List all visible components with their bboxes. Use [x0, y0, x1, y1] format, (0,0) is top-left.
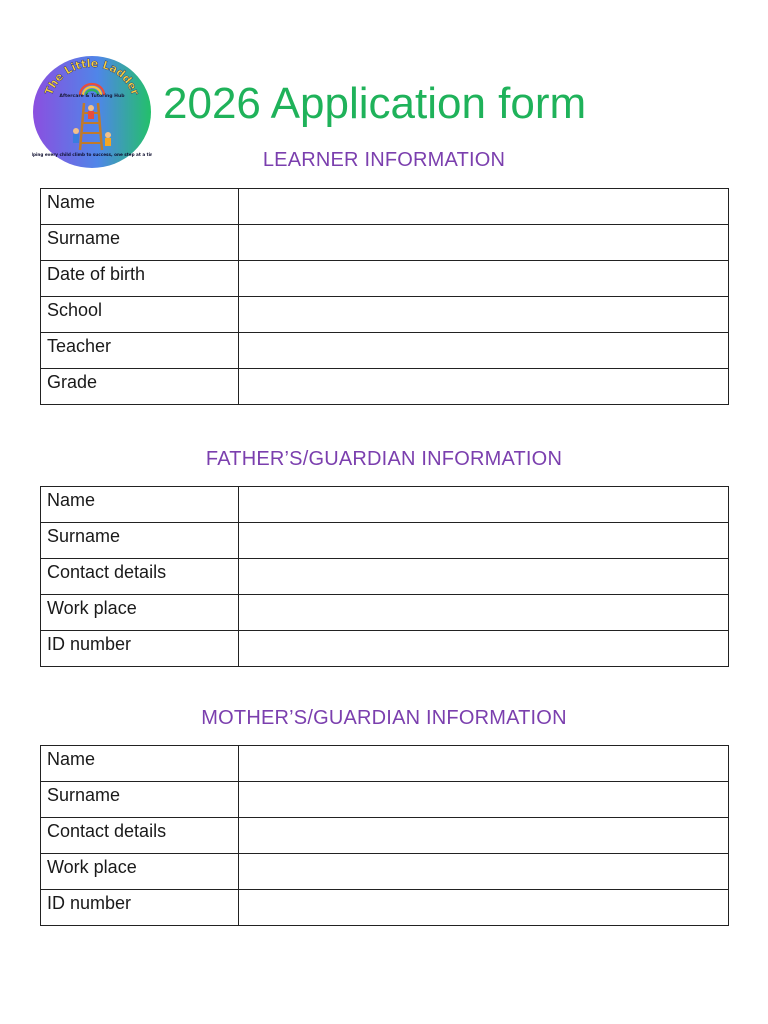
table-row	[41, 559, 729, 595]
field-label: Name	[41, 487, 239, 523]
table-row	[41, 746, 729, 782]
svg-text:Aftercare & Tutoring Hub: Aftercare & Tutoring Hub	[59, 94, 125, 99]
field-label: Contact details	[41, 559, 239, 595]
mother-surname-field[interactable]	[239, 782, 729, 818]
father-surname-field[interactable]	[239, 523, 729, 559]
field-label: Date of birth	[41, 261, 239, 297]
table-row	[41, 225, 729, 261]
teacher-field[interactable]	[239, 333, 729, 369]
table-row	[41, 297, 729, 333]
field-label: ID number	[41, 631, 239, 667]
svg-text:Helping every child climb to s: ping every child climb to success, one step at a ti	[32, 152, 151, 157]
learner-section-heading: LEARNER INFORMATION	[262, 149, 506, 171]
table-row	[41, 369, 729, 405]
father-section-heading: FATHER’S/GUARDIAN INFORMATION	[205, 448, 563, 470]
learner-info-table	[40, 188, 729, 405]
mother-name-field[interactable]	[239, 746, 729, 782]
field-label: Name	[41, 746, 239, 782]
grade-field[interactable]	[239, 369, 729, 405]
field-label: Contact details	[41, 818, 239, 854]
table-row	[41, 818, 729, 854]
table-row	[41, 890, 729, 926]
field-label: Teacher	[41, 333, 239, 369]
mother-info-table	[40, 745, 729, 926]
father-workplace-field[interactable]	[239, 595, 729, 631]
table-row	[41, 189, 729, 225]
date-of-birth-field[interactable]	[239, 261, 729, 297]
svg-text:The Little Ladder: The Little Ladder	[42, 56, 142, 98]
field-label: Name	[41, 189, 239, 225]
field-label: Work place	[41, 595, 239, 631]
name-field[interactable]	[239, 189, 729, 225]
table-row	[41, 782, 729, 818]
table-row	[41, 854, 729, 890]
page-title: 2026 Application form	[163, 79, 587, 128]
table-row	[41, 631, 729, 667]
surname-field[interactable]	[239, 225, 729, 261]
mother-section-heading: MOTHER’S/GUARDIAN INFORMATION	[201, 707, 567, 729]
table-row	[41, 487, 729, 523]
father-name-field[interactable]	[239, 487, 729, 523]
mother-id-number-field[interactable]	[239, 890, 729, 926]
table-row	[41, 261, 729, 297]
mother-workplace-field[interactable]	[239, 854, 729, 890]
school-field[interactable]	[239, 297, 729, 333]
field-label: Surname	[41, 523, 239, 559]
field-label: ID number	[41, 890, 239, 926]
field-label: School	[41, 297, 239, 333]
field-label: Surname	[41, 225, 239, 261]
field-label: Surname	[41, 782, 239, 818]
table-row	[41, 523, 729, 559]
mother-contact-field[interactable]	[239, 818, 729, 854]
field-label: Grade	[41, 369, 239, 405]
field-label: Work place	[41, 854, 239, 890]
father-id-number-field[interactable]	[239, 631, 729, 667]
table-row	[41, 333, 729, 369]
father-contact-field[interactable]	[239, 559, 729, 595]
table-row	[41, 595, 729, 631]
father-info-table	[40, 486, 729, 667]
